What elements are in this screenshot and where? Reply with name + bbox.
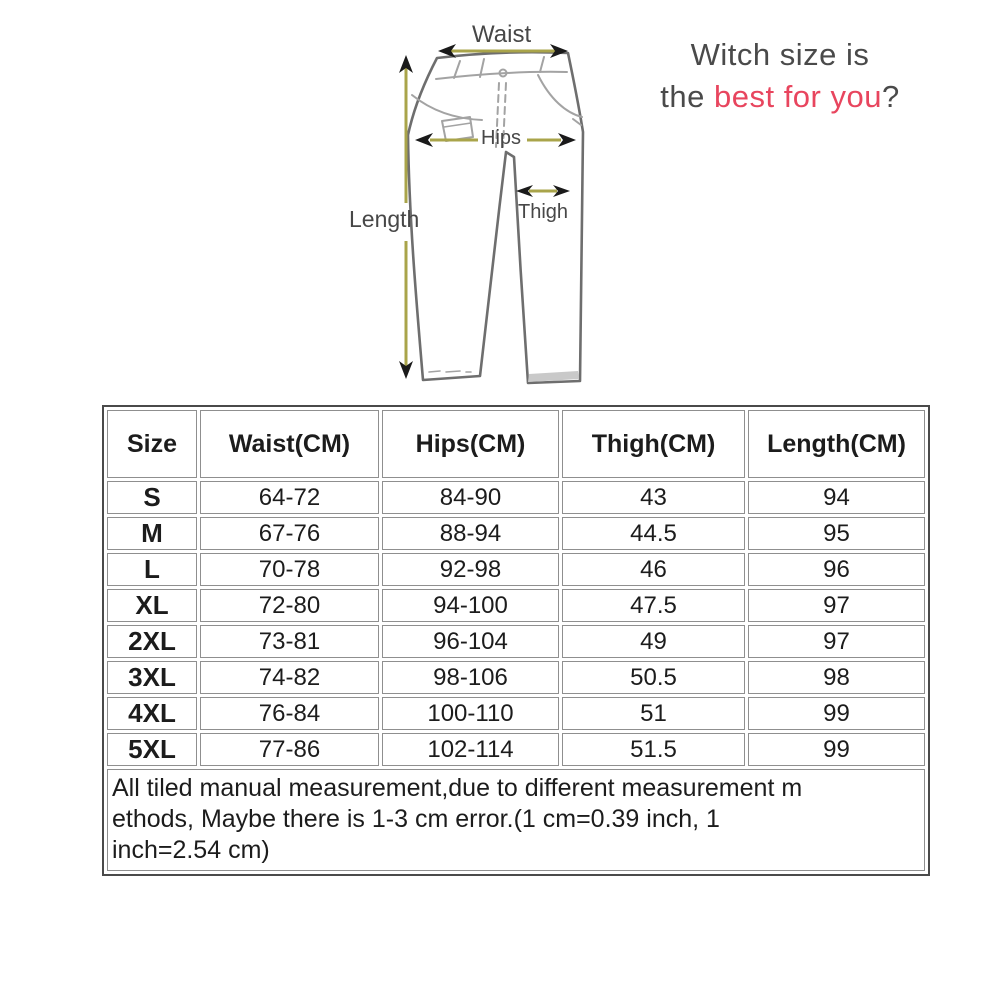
- table-row: [107, 589, 925, 622]
- size-cell: 3XL: [107, 661, 197, 694]
- column-header-hips: Hips(CM): [382, 410, 559, 478]
- page-title-line2: the best for you?: [660, 79, 900, 114]
- thigh-label: Thigh: [518, 201, 569, 223]
- table-row: [107, 517, 925, 550]
- table-cell: 84-90: [382, 481, 559, 514]
- size-cell: 5XL: [107, 733, 197, 766]
- table-row: [107, 553, 925, 586]
- size-table: [102, 405, 930, 876]
- table-cell: 96-104: [382, 625, 559, 658]
- thigh-arrow: [516, 185, 570, 197]
- table-cell: 98-106: [382, 661, 559, 694]
- table-cell: 50.5: [562, 661, 745, 694]
- table-cell: 92-98: [382, 553, 559, 586]
- table-cell: 49: [562, 625, 745, 658]
- table-cell: 97: [748, 625, 925, 658]
- table-cell: 64-72: [200, 481, 379, 514]
- table-cell: 51.5: [562, 733, 745, 766]
- table-cell: 74-82: [200, 661, 379, 694]
- table-cell: 44.5: [562, 517, 745, 550]
- table-cell: 70-78: [200, 553, 379, 586]
- size-cell: XL: [107, 589, 197, 622]
- table-cell: 97: [748, 589, 925, 622]
- size-cell: 2XL: [107, 625, 197, 658]
- waist-label: Waist: [472, 21, 532, 48]
- table-cell: 95: [748, 517, 925, 550]
- footnote: [107, 769, 925, 871]
- table-cell: 94: [748, 481, 925, 514]
- length-label: Length: [349, 206, 420, 232]
- table-row: [107, 481, 925, 514]
- hips-label: Hips: [481, 127, 522, 149]
- table-cell: 77-86: [200, 733, 379, 766]
- table-cell: 96: [748, 553, 925, 586]
- footnote-line: inch=2.54 cm): [112, 836, 270, 864]
- table-header-row: [107, 410, 925, 478]
- size-cell: M: [107, 517, 197, 550]
- size-cell: L: [107, 553, 197, 586]
- table-row: [107, 733, 925, 766]
- table-cell: 99: [748, 697, 925, 730]
- size-cell: S: [107, 481, 197, 514]
- table-cell: 100-110: [382, 697, 559, 730]
- footnote-line: All tiled manual measurement,due to different measurement m: [112, 774, 803, 802]
- table-cell: 98: [748, 661, 925, 694]
- column-header-size: Size: [107, 410, 197, 478]
- footnote-line: ethods, Maybe there is 1-3 cm error.(1 cm=0.39 inch, 1: [112, 805, 720, 833]
- table-cell: 43: [562, 481, 745, 514]
- table-row: [107, 697, 925, 730]
- size-cell: 4XL: [107, 697, 197, 730]
- page-title: [612, 34, 948, 118]
- column-header-waist: Waist(CM): [200, 410, 379, 478]
- table-cell: 67-76: [200, 517, 379, 550]
- table-row: [107, 661, 925, 694]
- table-cell: 99: [748, 733, 925, 766]
- table-cell: 46: [562, 553, 745, 586]
- page-title-line1: Witch size is: [690, 37, 870, 72]
- table-cell: 102-114: [382, 733, 559, 766]
- table-cell: 94-100: [382, 589, 559, 622]
- table-cell: 72-80: [200, 589, 379, 622]
- table-footnote-row: [107, 769, 925, 871]
- table-cell: 51: [562, 697, 745, 730]
- highlight-text: best for you: [713, 79, 882, 114]
- column-header-thigh: Thigh(CM): [562, 410, 745, 478]
- table-cell: 73-81: [200, 625, 379, 658]
- table-row: [107, 625, 925, 658]
- table-cell: 76-84: [200, 697, 379, 730]
- column-header-length: Length(CM): [748, 410, 925, 478]
- table-cell: 47.5: [562, 589, 745, 622]
- table-cell: 88-94: [382, 517, 559, 550]
